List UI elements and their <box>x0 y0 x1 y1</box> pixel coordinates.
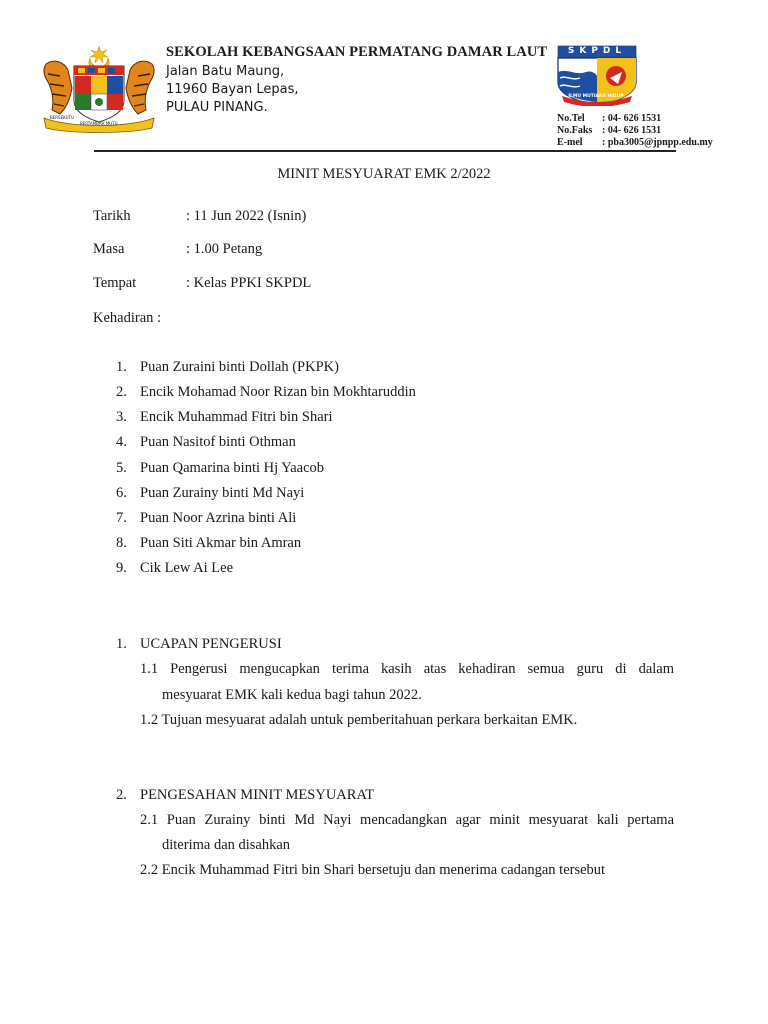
section-item-line: 2.2 Encik Muhammad Fitri bin Shari bersetuju dan menerima cadangan tersebut <box>140 862 606 878</box>
school-name: SEKOLAH KEBANGSAAN PERMATANG DAMAR LAUT <box>166 44 548 60</box>
attendee-name: Puan Zuraini binti Dollah (PKPK) <box>140 359 339 375</box>
attendee-name: Cik Lew Ai Lee <box>140 560 234 576</box>
contact-value-tel: : 04- 626 1531 <box>602 113 662 124</box>
crest-letters: SKPDL <box>567 46 627 56</box>
attendee-name: Puan Nasitof binti Othman <box>140 434 296 450</box>
section-item-line: 1.1 Pengerusi mengucapkan terima kasih atas kehadiran semua guru di dalam <box>140 661 674 677</box>
section-item-line: 2.1 Puan Zurainy binti Md Nayi mencadangkan agar minit mesyuarat kali pertama <box>140 812 674 828</box>
section-title: UCAPAN PENGERUSI <box>140 636 282 652</box>
attendee-name: Encik Muhammad Fitri bin Shari <box>140 409 333 425</box>
contact-value-fax: : 04- 626 1531 <box>602 125 662 136</box>
attendee-number: 9. <box>116 560 127 576</box>
field-value-time: : 1.00 Petang <box>186 241 263 257</box>
address-line-3: PULAU PINANG. <box>166 100 268 115</box>
field-value-venue: : Kelas PPKI SKPDL <box>186 275 312 291</box>
attendee-number: 5. <box>116 460 127 476</box>
attendee-name: Puan Siti Akmar bin Amran <box>140 535 302 551</box>
contact-value-email: : pba3005@jpnpp.edu.my <box>602 137 713 148</box>
attendee-name: Puan Zurainy binti Md Nayi <box>140 485 305 501</box>
coat-of-arms-motto-right: BERTAMBAH MUTU <box>80 121 118 126</box>
attendee-number: 8. <box>116 535 127 551</box>
section-number: 1. <box>116 636 127 652</box>
attendee-name: Puan Noor Azrina binti Ali <box>140 510 297 526</box>
attendee-number: 3. <box>116 409 127 425</box>
attendee-number: 2. <box>116 384 127 400</box>
attendance-label: Kehadiran : <box>93 310 162 326</box>
section-title: PENGESAHAN MINIT MESYUARAT <box>140 787 375 803</box>
attendee-number: 1. <box>116 359 127 375</box>
attendee-name: Puan Qamarina binti Hj Yaacob <box>140 460 325 476</box>
attendee-number: 6. <box>116 485 127 501</box>
section-item-continuation: diterima dan disahkan <box>162 837 291 853</box>
address-line-1: Jalan Batu Maung, <box>166 64 285 79</box>
attendee-number: 7. <box>116 510 127 526</box>
field-label-date: Tarikh <box>93 208 131 224</box>
document-title: MINIT MESYUARAT EMK 2/2022 <box>277 166 491 182</box>
field-label-venue: Tempat <box>93 275 137 291</box>
contact-label-email: E-mel <box>557 137 583 148</box>
section-item-line: 1.2 Tujuan mesyuarat adalah untuk pemberitahuan perkara berkaitan EMK. <box>140 712 578 728</box>
field-value-date: : 11 Jun 2022 (Isnin) <box>186 208 307 224</box>
contact-label-tel: No.Tel <box>557 113 585 124</box>
header-divider <box>94 150 676 152</box>
attendee-number: 4. <box>116 434 127 450</box>
coat-of-arms-motto-left: BERSEKUTU <box>50 115 74 120</box>
field-label-time: Masa <box>93 241 125 257</box>
address-line-2: 11960 Bayan Lepas, <box>166 82 299 97</box>
section-item-continuation: mesyuarat EMK kali kedua bagi tahun 2022. <box>162 687 422 703</box>
contact-label-fax: No.Faks <box>557 125 593 136</box>
attendee-name: Encik Mohamad Noor Rizan bin Mokhtaruddin <box>140 384 416 400</box>
section-number: 2. <box>116 787 127 803</box>
crest-motto: ILMU MUTIARA HIDUP <box>568 94 624 99</box>
